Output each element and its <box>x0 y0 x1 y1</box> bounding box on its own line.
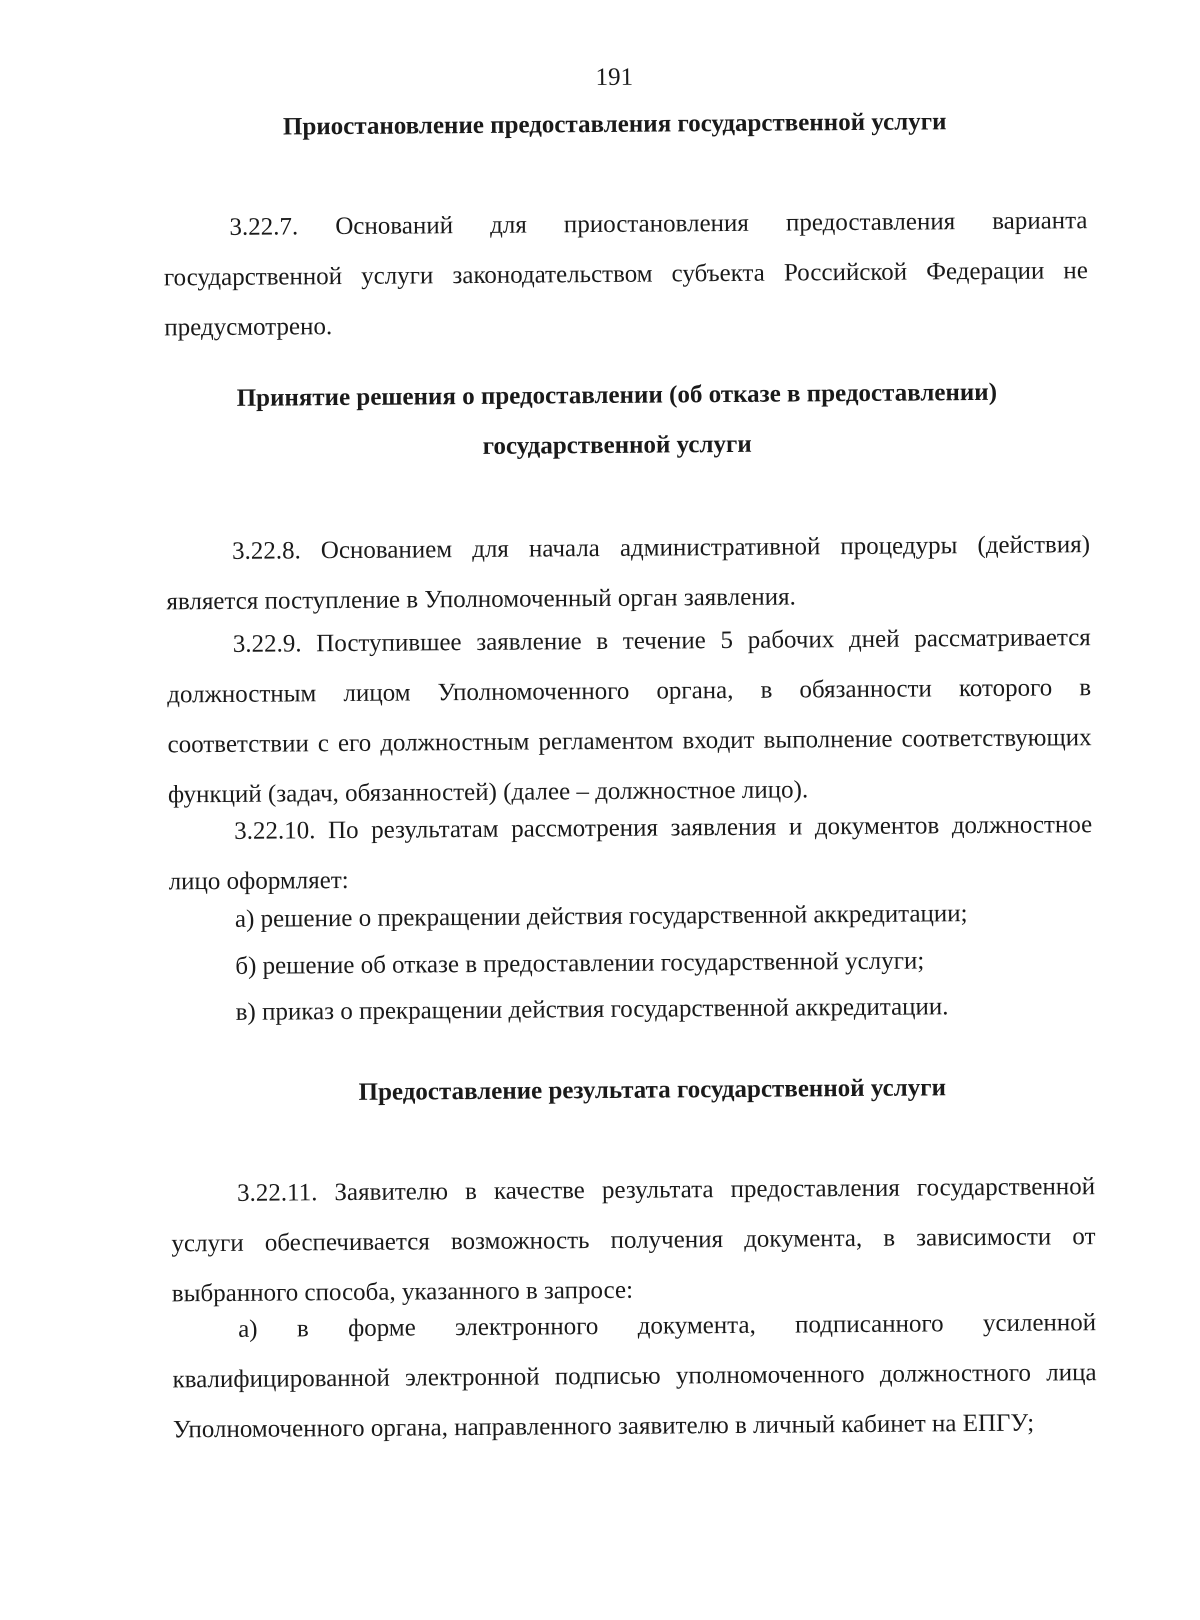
paragraph-3-22-8: 3.22.8. Основанием для начала административной процедуры (действия) является поступление в Уполномоченный орган заявления. <box>166 531 1091 616</box>
list-item: в) приказ о прекращении действия государственной аккредитации. <box>235 993 949 1026</box>
list-item: б) решение об отказе в предоставлении государственной услуги; <box>235 947 925 980</box>
page-number: 191 <box>595 63 634 92</box>
paragraph-3-22-9: 3.22.9. Поступившее заявление в течение 5 рабочих дней рассматривается должностным лицом Уполномоченного органа, в обязанности которого в соответствии с его должностным регламентом входит выполнение соответствующих функций (задач, обязанностей) (далее – должностное лицо). <box>167 624 1092 809</box>
heading-decision-line2: государственной услуги <box>482 430 752 460</box>
paragraph-3-22-10: 3.22.10. По результатам рассмотрения заявления и документов должностное лицо оформляет: <box>168 811 1093 896</box>
list-item: а) решение о прекращении действия государственной аккредитации; <box>234 900 968 933</box>
heading-decision-line1: Принятие решения о предоставлении (об отказе в предоставлении) <box>236 378 998 412</box>
paragraph-3-22-7: 3.22.7. Оснований для приостановления предоставления варианта государственной услуги законодательством субъекта Российской Федерации не предусмотрено. <box>163 207 1088 342</box>
paragraph-3-22-11-a: а) в форме электронного документа, подписанного усиленной квалифицированной электронной подписью уполномоченного должностного лица Уполномоченного органа, направленного заявителю в личный кабинет на ЕПГУ; <box>172 1309 1097 1444</box>
heading-suspension: Приостановление предоставления государственной услуги <box>282 108 947 141</box>
paragraph-3-22-11: 3.22.11. Заявителю в качестве результата предоставления государственной услуги обеспечивается возможность получения документа, в зависимости от выбранного способа, указанного в запросе: <box>171 1173 1096 1308</box>
heading-result: Предоставление результата государственной услуги <box>358 1074 947 1106</box>
